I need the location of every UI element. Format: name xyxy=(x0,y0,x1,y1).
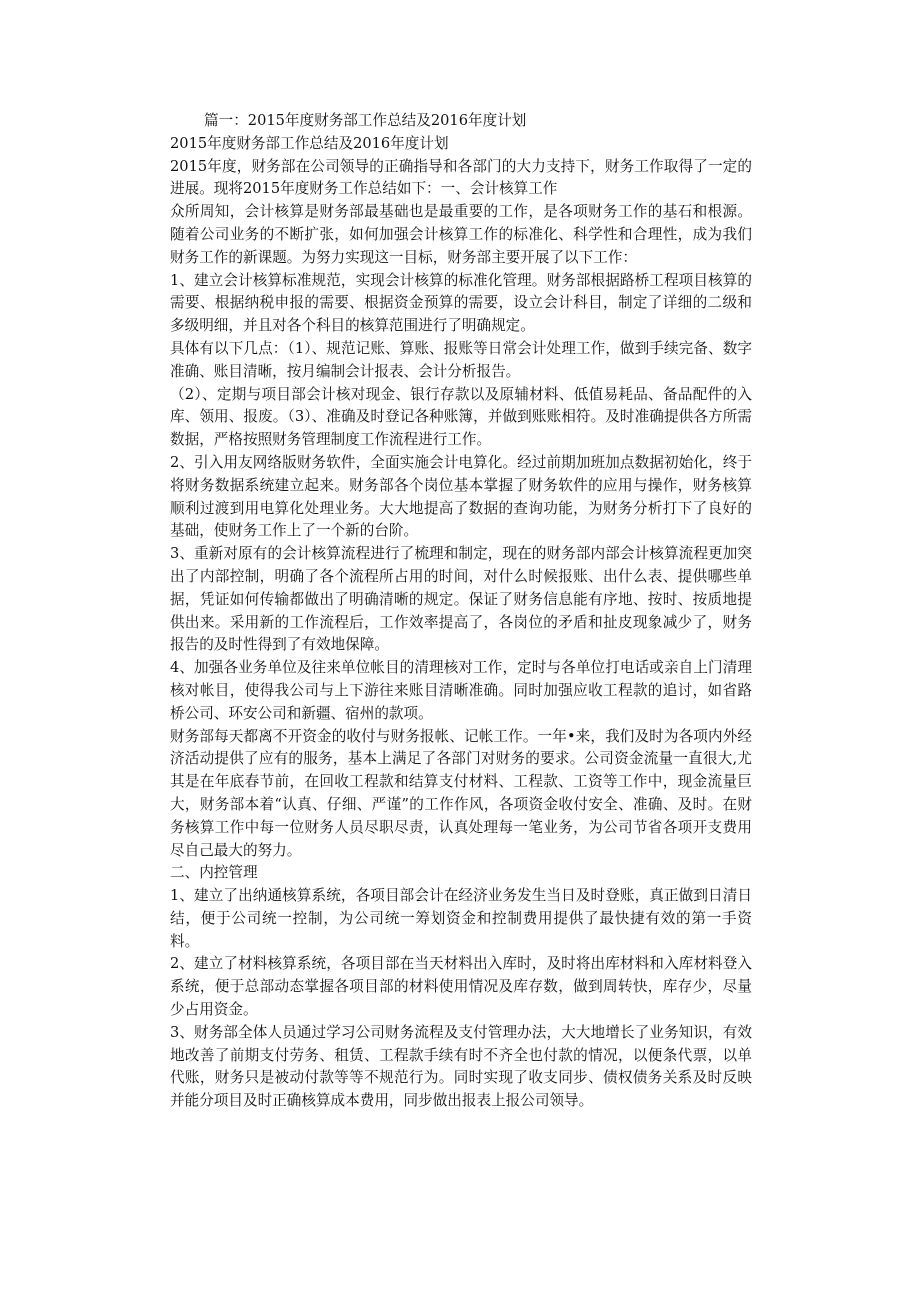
paragraph-item-1-details: 具体有以下几点：（1）、规范记账、算账、报账等日常会计处理工作，做到手续完备、数字准确、账目清晰，按月编制会计报表、会计分析报告。 xyxy=(170,339,752,380)
document-body xyxy=(170,110,752,1113)
paragraph-control-1: 1、建立了出纳通核算系统，各项目部会计在经济业务发生当日及时登账，真正做到日清日结，便于公司统一控制，为公司统一筹划资金和控制费用提供了最快捷有效的第一手资料。 xyxy=(170,887,752,950)
paragraph-control-3: 3、财务部全体人员通过学习公司财务流程及支付管理办法，大大地增长了业务知识，有效地改善了前期支付劳务、租赁、工程款手续有时不齐全也付款的情况，以便条代票，以单代账，财务只是被动付款等等不规范行为。同时实现了收支同步、债权债务关系及时反映并能分项目及时正确核算成本费用，同步做出报表上报公司领导。 xyxy=(170,1023,752,1110)
paragraph-intro: 2015年度，财务部在公司领导的正确指导和各部门的大力支持下，财务工作取得了一定的进展。现将2015年度财务工作总结如下：一、会计核算工作 xyxy=(170,157,752,198)
paragraph-accounting-overview: 众所周知，会计核算是财务部最基础也是最重要的工作，是各项财务工作的基石和根源。随着公司业务的不断扩张，如何加强会计核算工作的标准化、科学性和合理性，成为我们财务工作的新课题。为努力实现这一目标，财务部主要开展了以下工作： xyxy=(170,203,752,266)
paragraph-funds: 财务部每天都离不开资金的收付与财务报帐、记帐工作。一年•来，我们及时为各项内外经济活动提供了应有的服务，基本上满足了各部门对财务的要求。公司资金流量一直很大,尤其是在年底春节前，在回收工程款和结算支付材料、工程款、工资等工作中，现金流量巨大，财务部本着“认真、仔细、严谨”的工作作风，各项资金收付安全、准确、及时。在财务核算工作中每一位财务人员尽职尽责，认真处理每一笔业务，为公司节省各项开支费用尽自己最大的努力。 xyxy=(170,727,752,859)
paragraph-item-3: 3、重新对原有的会计核算流程进行了梳理和制定，现在的财务部内部会计核算流程更加突出了内部控制，明确了各个流程所占用的时间，对什么时候报账、出什么表、提供哪些单据，凭证如何传输都做出了明确清晰的规定。保证了财务信息能有序地、按时、按质地提供出来。采用新的工作流程后，工作效率提高了，各岗位的矛盾和扯皮现象减少了，财务报告的及时性得到了有效地保障。 xyxy=(170,545,752,654)
paragraph-control-2: 2、建立了材料核算系统，各项目部在当天材料出入库时，及时将出库材料和入库材料登入系统，便于总部动态掌握各项目部的材料使用情况及库存数，做到周转快，库存少，尽量少占用资金。 xyxy=(170,955,752,1019)
section-heading-internal-control: 二、内控管理 xyxy=(170,864,258,882)
paragraph-item-1-details-cont: （2）、定期与项目部会计核对现金、银行存款以及原辅材料、低值易耗品、备品配件的入库、领用、报废。（3）、准确及时登记各种账簿，并做到账账相符。及时准确提供各方所需数据，严格按照财务管理制度工作流程进行工作。 xyxy=(170,385,752,449)
paragraph-item-4: 4、加强各业务单位及往来单位帐目的清理核对工作，定时与各单位打电话或亲自上门清理核对帐目，使得我公司与上下游往来账目清晰准确。同时加强应收工程款的追讨，如省路桥公司、环安公司和新疆、宿州的款项。 xyxy=(170,659,752,722)
document-subtitle: 2015年度财务部工作总结及2016年度计划 xyxy=(170,134,449,152)
document-heading: 篇一：2015年度财务部工作总结及2016年度计划 xyxy=(204,112,527,129)
paragraph-item-2: 2、引入用友网络版财务软件，全面实施会计电算化。经过前期加班加点数据初始化，终于将财务数据系统建立起来。财务部各个岗位基本掌握了财务软件的应用与操作，财务核算顺利过渡到用电算化处理业务。大大地提高了数据的查询功能，为财务分析打下了良好的基础，使财务工作上了一个新的台阶。 xyxy=(170,453,752,540)
paragraph-item-1: 1、建立会计核算标准规范，实现会计核算的标准化管理。财务部根据路桥工程项目核算的需要、根据纳税申报的需要、根据资金预算的需要，设立会计科目，制定了详细的二级和多级明细，并且对各个科目的核算范围进行了明确规定。 xyxy=(170,271,752,335)
